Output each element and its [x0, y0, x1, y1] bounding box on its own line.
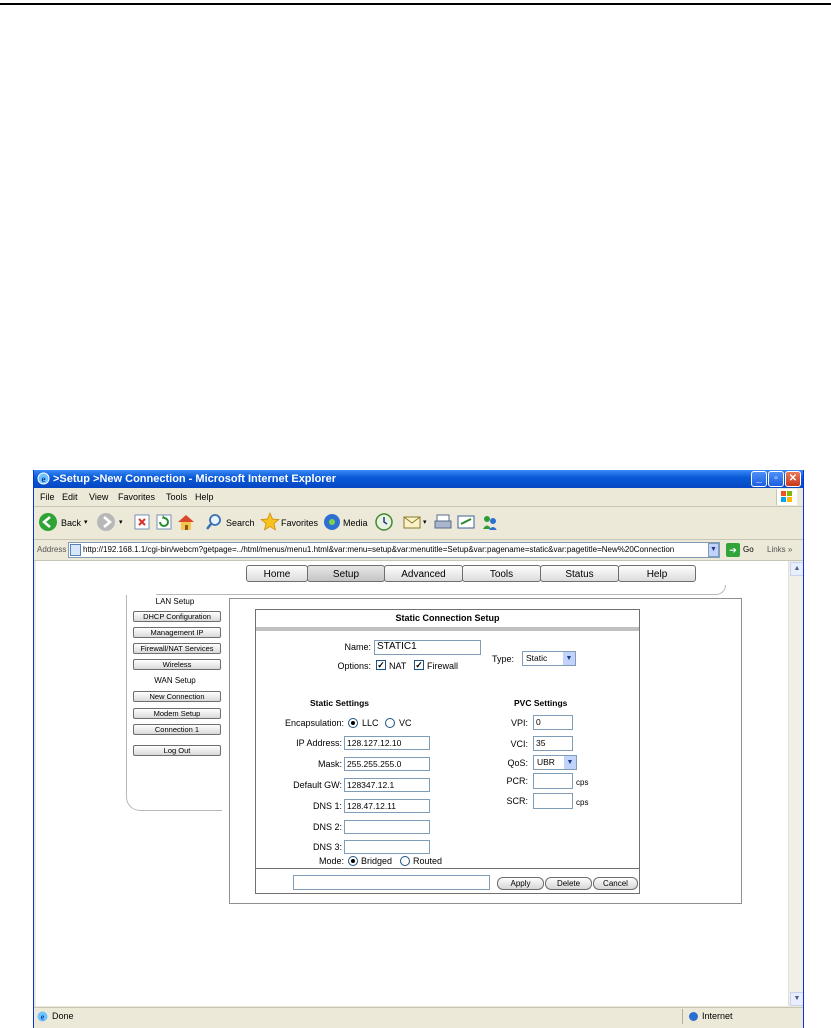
favorites-star-icon[interactable] [260, 512, 280, 532]
header-divider [156, 585, 726, 595]
qos-select[interactable]: UBR ▼ [533, 755, 577, 770]
internet-zone-icon [689, 1012, 698, 1021]
static-connection-form [255, 609, 640, 894]
cancel-button[interactable]: Cancel [593, 877, 638, 890]
address-label: Address [37, 545, 67, 554]
page-done-icon [37, 1011, 48, 1022]
dns1-input[interactable]: 128.47.12.11 [344, 799, 430, 813]
vertical-scrollbar[interactable] [788, 561, 803, 1006]
back-button[interactable]: Back [61, 518, 82, 528]
nat-label: NAT [389, 661, 407, 671]
routed-label: Routed [413, 856, 443, 866]
sidebar-item-connection-1[interactable]: Connection 1 [133, 724, 221, 735]
routed-radio[interactable] [400, 856, 410, 866]
back-arrow-icon[interactable] [38, 512, 58, 532]
mail-icon[interactable] [402, 512, 422, 532]
scroll-down-icon[interactable]: ▼ [790, 992, 804, 1006]
chevron-down-icon: ▼ [564, 756, 576, 769]
scr-label: SCR: [506, 796, 528, 806]
bridged-label: Bridged [361, 856, 393, 866]
sidebar-item-firewall-nat-services[interactable]: Firewall/NAT Services [133, 643, 221, 654]
firewall-checkbox[interactable]: ✓ [415, 660, 423, 670]
sidebar-item-dhcp-configuration[interactable]: DHCP Configuration [133, 611, 221, 622]
qos-label: QoS: [507, 758, 528, 768]
window-title: >Setup >New Connection - Microsoft Internet Explorer [53, 473, 336, 485]
page-icon [70, 544, 81, 556]
delete-button[interactable]: Delete [545, 877, 592, 890]
tab-status[interactable]: Status [540, 565, 619, 582]
form-title: Static Connection Setup [395, 613, 500, 623]
ie-logo-icon [37, 472, 50, 485]
dns1-label: DNS 1: [312, 801, 342, 811]
name-label: Name: [344, 642, 371, 652]
tab-setup[interactable]: Setup [307, 565, 385, 582]
page-top-rule [0, 3, 831, 5]
edit-icon[interactable] [456, 512, 476, 532]
media-button[interactable]: Media [343, 518, 368, 528]
sidebar-item-new-connection[interactable]: New Connection [133, 691, 221, 702]
dns3-input[interactable] [344, 840, 430, 854]
content-panel [229, 598, 742, 904]
vci-input[interactable]: 35 [533, 736, 573, 751]
sidebar [126, 595, 222, 811]
svg-text:e: e [41, 474, 46, 484]
static-settings-title: Static Settings [310, 698, 370, 708]
menu-file[interactable]: File [40, 492, 55, 502]
sidebar-item-modem-setup[interactable]: Modem Setup [133, 708, 221, 719]
sidebar-wan-setup-label: WAN Setup [154, 676, 196, 685]
default-gw-input[interactable]: 128347.12.1 [344, 778, 430, 792]
home-icon[interactable] [176, 512, 196, 532]
pcr-input[interactable] [533, 773, 573, 789]
ie-window [33, 470, 804, 1028]
mode-label: Mode: [318, 856, 344, 866]
dns2-label: DNS 2: [312, 822, 342, 832]
status-divider [682, 1009, 683, 1024]
print-icon[interactable] [433, 512, 453, 532]
menu-help[interactable]: Help [195, 492, 214, 502]
bridged-radio[interactable] [348, 856, 358, 866]
search-button[interactable]: Search [226, 518, 255, 528]
minimize-icon[interactable]: _ [751, 471, 767, 487]
main-nav [246, 565, 716, 583]
pcr-label: PCR: [506, 776, 528, 786]
menu-view[interactable]: View [89, 492, 109, 502]
ip-address-label: IP Address: [296, 738, 342, 748]
mask-label: Mask: [317, 759, 342, 769]
forward-arrow-icon[interactable] [96, 512, 116, 532]
windows-flag-icon [776, 489, 797, 505]
page-content [36, 561, 788, 1006]
form-title-bar [256, 627, 639, 631]
security-zone: Internet [702, 1011, 733, 1021]
tab-help[interactable]: Help [618, 565, 696, 582]
firewall-label: Firewall [427, 661, 459, 671]
scroll-up-icon[interactable]: ▲ [790, 562, 804, 576]
ie-toolbar [34, 507, 803, 540]
status-message-field [293, 875, 490, 890]
llc-radio[interactable] [348, 718, 358, 728]
stop-icon[interactable] [132, 512, 152, 532]
search-icon[interactable] [204, 512, 224, 532]
close-icon[interactable]: ✕ [785, 471, 801, 487]
sidebar-item-log-out[interactable]: Log Out [133, 745, 221, 756]
default-gw-label: Default GW: [293, 780, 342, 790]
llc-label: LLC [362, 718, 379, 728]
address-input[interactable] [68, 542, 720, 558]
vci-label: VCI: [510, 739, 528, 749]
vc-radio[interactable] [385, 718, 395, 728]
apply-button[interactable]: Apply [497, 877, 544, 890]
refresh-icon[interactable] [154, 512, 174, 532]
sidebar-item-wireless[interactable]: Wireless [133, 659, 221, 670]
status-text: Done [52, 1011, 74, 1021]
address-dropdown-icon[interactable]: ▼ [708, 543, 719, 557]
pvc-settings-title: PVC Settings [514, 698, 568, 708]
ip-address-input[interactable]: 128.127.12.10 [344, 736, 430, 750]
address-url: http://192.168.1.1/cgi-bin/webcm?getpage=../html/menus/menu1.html&var:menu=setup&var:menutitle=Setup&var:pagename=static&var:pagetitle=New%20Connection [83, 545, 675, 554]
options-label: Options: [337, 661, 371, 671]
chevron-down-icon: ▼ [563, 652, 575, 665]
mask-input[interactable]: 255.255.255.0 [344, 757, 430, 771]
links-button[interactable]: Links » [767, 545, 793, 554]
nat-checkbox[interactable]: ✓ [377, 660, 385, 670]
tab-advanced[interactable]: Advanced [384, 565, 463, 582]
address-bar [34, 540, 803, 561]
tab-tools[interactable]: Tools [462, 565, 541, 582]
dns3-label: DNS 3: [312, 842, 342, 852]
title-bar [34, 470, 803, 488]
scr-unit: cps [576, 798, 589, 807]
messenger-icon[interactable] [480, 512, 500, 532]
mail-dropdown-icon[interactable]: ▾ [423, 519, 427, 526]
menu-favorites[interactable]: Favorites [118, 492, 156, 502]
sidebar-item-management-ip[interactable]: Management IP [133, 627, 221, 638]
dns2-input[interactable] [344, 820, 430, 834]
tab-home[interactable]: Home [246, 565, 308, 582]
back-dropdown-icon[interactable]: ▾ [84, 519, 88, 526]
forward-dropdown-icon[interactable]: ▾ [119, 519, 123, 526]
vpi-input[interactable]: 0 [533, 715, 573, 730]
form-footer-divider [256, 868, 639, 869]
scr-input[interactable] [533, 793, 573, 809]
go-button[interactable]: Go [743, 545, 754, 554]
media-icon[interactable] [322, 512, 342, 532]
vpi-label: VPI: [510, 718, 528, 728]
go-arrow-icon[interactable]: ➔ [726, 543, 740, 557]
encapsulation-label: Encapsulation: [284, 718, 344, 728]
favorites-button[interactable]: Favorites [281, 518, 319, 528]
type-label: Type: [492, 654, 515, 664]
sidebar-lan-setup-label: LAN Setup [155, 597, 195, 606]
history-icon[interactable] [374, 512, 394, 532]
type-select[interactable]: Static ▼ [522, 651, 576, 666]
maximize-icon[interactable]: ▫ [768, 471, 784, 487]
svg-text:e: e [40, 1012, 45, 1022]
menu-bar [34, 488, 803, 507]
status-bar [34, 1007, 803, 1025]
pcr-unit: cps [576, 778, 589, 787]
name-input[interactable]: STATIC1 [374, 640, 481, 655]
vc-label: VC [399, 718, 412, 728]
menu-tools[interactable]: Tools [166, 492, 188, 502]
menu-edit[interactable]: Edit [62, 492, 78, 502]
